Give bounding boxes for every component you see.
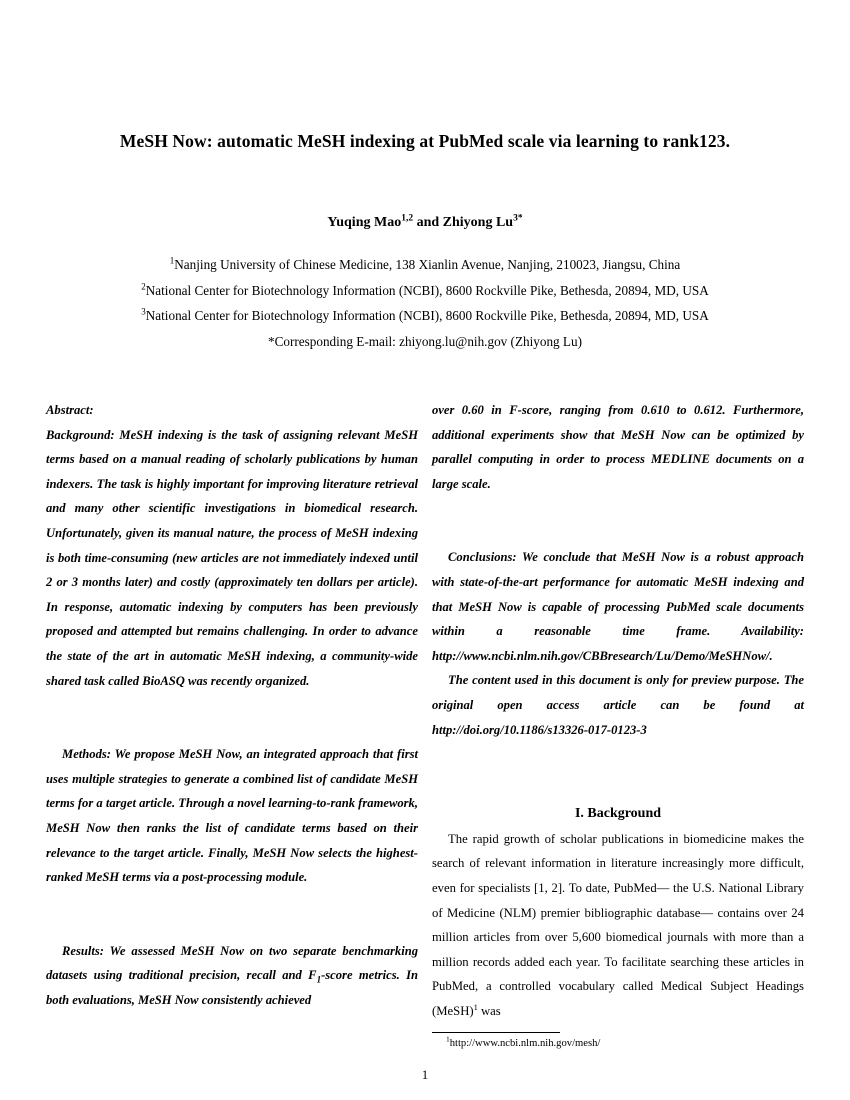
- author-1-affiliation-marker: 1,2: [401, 213, 414, 224]
- affiliation-2-marker: 2: [141, 281, 146, 292]
- page-title: MeSH Now: automatic MeSH indexing at PubMed scale via learning to rank123.: [119, 131, 731, 151]
- author-conjunction: and: [413, 215, 443, 230]
- abstract-methods: Methods: We propose MeSH Now, an integrated approach that first uses multiple strategies to generate a combined list of candidate MeSH terms for a target article. Through a novel learning-to-rank framework, MeSH Now then ranks the list of candidate terms based on their relevance to the target article. Finally, MeSH Now selects the highest-ranked MeSH terms via a post-processing module.: [46, 747, 418, 885]
- abstract-results-part2: -score metrics. In both evaluations, MeSH Now consistently achieved: [46, 968, 418, 1007]
- abstract-results-subscript: 1: [316, 974, 322, 985]
- affiliation-1-text: Nanjing University of Chinese Medicine, 138 Xianlin Avenue, Nanjing, 210023, Jiangsu, China: [174, 257, 681, 272]
- author-2-name: Zhiyong Lu: [442, 215, 514, 230]
- abstract-label: Abstract:: [46, 403, 94, 417]
- background-paragraph-part2: was: [477, 1003, 501, 1018]
- corresponding-email: *Corresponding E-mail: zhiyong.lu@nih.gov (Zhiyong Lu): [268, 333, 582, 349]
- affiliation-1: [38, 252, 812, 278]
- footnote-entry: [432, 1034, 804, 1051]
- footnote-marker: 1: [446, 1034, 450, 1044]
- footnote-url[interactable]: http://www.ncbi.nlm.nih.gov/mesh/: [449, 1038, 601, 1049]
- abstract-background: Background: MeSH indexing is the task of assigning relevant MeSH terms based on a manual reading of scholarly publications by human indexers. The task is highly important for improving literature retrieval and many other scientific investigations in biomedical research. Unfortunately, given its manual nature, the process of MeSH indexing is both time-consuming (new articles are not immediately indexed until 2 or 3 months later) and costly (approximately ten dollars per article). In response, automatic indexing by computers has been previously proposed and attempted but remains challenging. In order to advance the state of the art in automatic MeSH indexing, a community-wide shared task called BioASQ was recently organized.: [46, 427, 418, 688]
- footnote-area: [432, 1032, 804, 1051]
- abstract-results: [46, 939, 418, 1013]
- preview-notice: The content used in this document is only for preview purpose. The original open access article can be found at http://doi.org/10.1186/s13326-017-0123-3: [432, 673, 804, 737]
- title-block: [76, 118, 774, 164]
- column-right: [432, 398, 804, 1023]
- author-2-affiliation-marker: 3*: [513, 213, 523, 224]
- section-heading-background: I. Background: [574, 806, 662, 822]
- author-1-name: Yuqing Mao: [327, 215, 402, 230]
- affiliation-3: [38, 303, 812, 329]
- affiliation-2-text: National Center for Biotechnology Information (NCBI), 8600 Rockville Pike, Bethesda, 20894, MD, USA: [145, 282, 709, 298]
- background-paragraph: [432, 827, 804, 1024]
- author-list: [76, 215, 774, 231]
- background-paragraph-part1: The rapid growth of scholar publications in biomedicine makes the search of relevant information in literature increasingly more difficult, even for specialists [1, 2]. To date, PubMed— the U.S. National Library of Medicine (NLM) premier bibliographic database— contains over 24 million articles from over 5,600 biomedical journals with more than a million records added each year. To facilitate searching these articles in PubMed, a controlled vocabulary called Medical Subject Headings (MeSH): [432, 831, 804, 1018]
- abstract-results-part1: Results: We assessed MeSH Now on two separate benchmarking datasets using traditional precision, recall and F: [46, 943, 418, 983]
- column-left: [46, 398, 418, 1012]
- affiliation-3-text: National Center for Biotechnology Information (NCBI), 8600 Rockville Pike, Bethesda, 20894, MD, USA: [145, 308, 709, 323]
- affiliation-2: [38, 278, 812, 304]
- page-number: 1: [421, 1068, 429, 1082]
- affiliation-3-marker: 3: [141, 306, 146, 317]
- footnote-separator-rule: [432, 1032, 560, 1033]
- footnote-reference-marker[interactable]: 1: [473, 1001, 478, 1012]
- affiliation-list: [38, 252, 812, 354]
- abstract-conclusions: Conclusions: We conclude that MeSH Now is a robust approach with state-of-the-art performance for automatic MeSH indexing and that MeSH Now is capable of processing PubMed scale documents within a reasonable time frame. Availability: http://www.ncbi.nlm.nih.gov/CBBresearch/Lu/Demo/MeSHNow/.: [432, 550, 804, 663]
- abstract-results-continued: over 0.60 in F-score, ranging from 0.610 to 0.612. Furthermore, additional experiments show that MeSH Now can be optimized by parallel computing in order to process MEDLINE documents on a large scale.: [432, 403, 804, 491]
- affiliation-1-marker: 1: [169, 255, 175, 266]
